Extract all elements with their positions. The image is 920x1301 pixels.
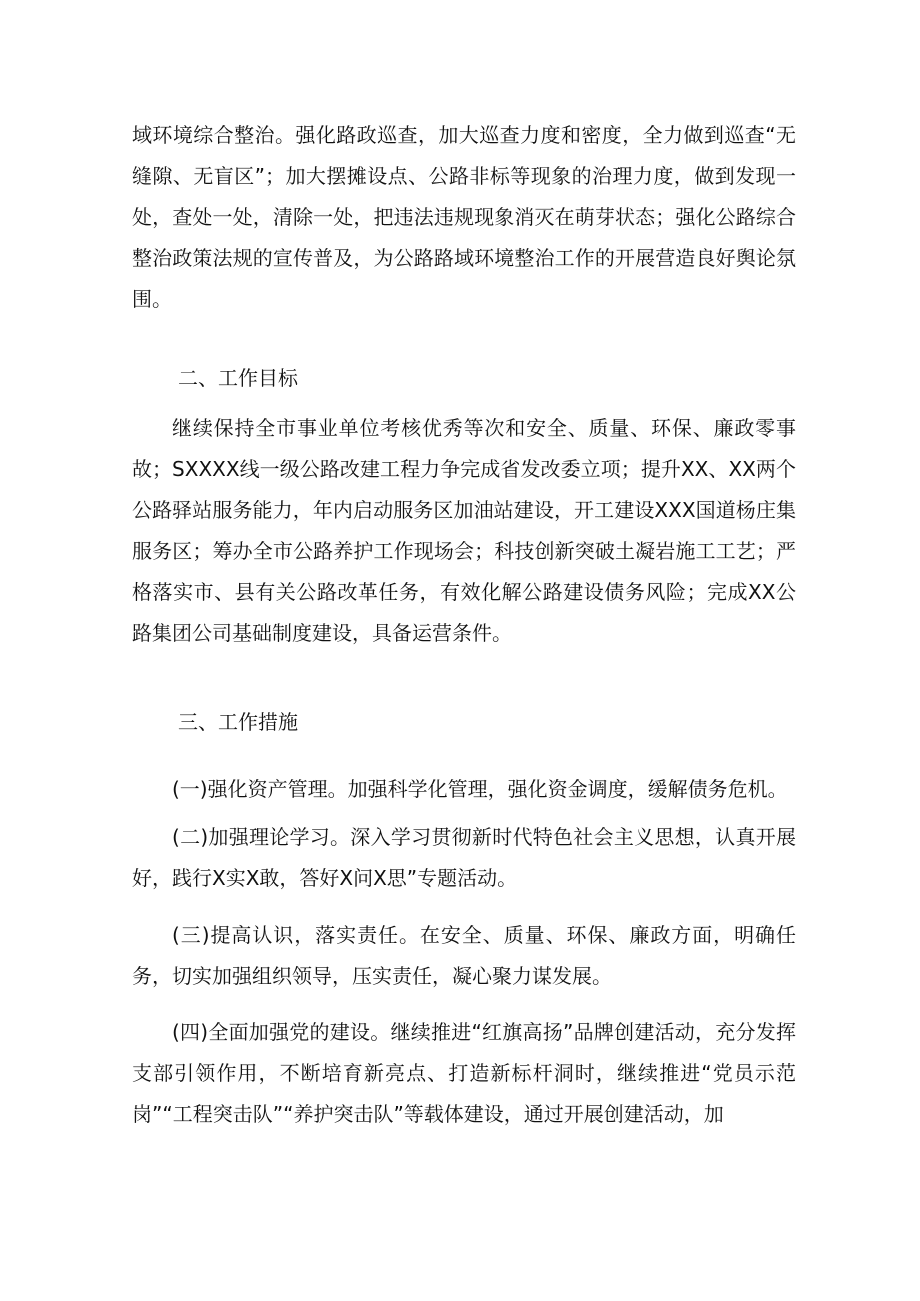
paragraph-environment-continuation: 域环境综合整治。强化路政巡查，加大巡查力度和密度，全力做到巡查“无缝隙、无盲区”；加大摆摊设点、公路非标等现象的治理力度，做到发现一处，查处一处，清除一处，把违法违规现象消灭在萌芽状态；强化公路综合整治政策法规的宣传普及，为公路路域环境整治工作的开展营造良好舆论氛围。 — [132, 123, 796, 311]
paragraph-work-goals: 继续保持全市事业单位考核优秀等次和安全、质量、环保、廉政零事故；SXXXX线一级公路改建工程力争完成省发改委立项；提升XX、XX两个公路驿站服务能力，年内启动服务区加油站建设，开工建设XXX国道杨庄集服务区；筹办全市公路养护工作现场会；科技创新突破土凝岩施工工艺；严格落实市、县有关公路改革任务，有效化解公路建设债务风险；完成XX公路集团公司基础制度建设，具备运营条件。 — [132, 416, 796, 645]
measure-item-4: (四)全面加强党的建设。继续推进“红旗高扬”品牌创建活动，充分发挥支部引领作用，不断培育新亮点、打造新标杆洞时，继续推进“党员示范岗”“工程突击队”“养护突击队”等载体建设，通过开展创建活动，加 — [132, 1020, 796, 1126]
section-heading-work-goals: 二、工作目标 — [178, 366, 298, 390]
measure-item-2: (二)加强理论学习。深入学习贯彻新时代特色社会主义思想，认真开展好，践行X实X敢，答好X问X思”专题活动。 — [132, 825, 796, 890]
measure-item-3: (三)提高认识，落实责任。在安全、质量、环保、廉政方面，明确任务，切实加强组织领导，压实责任，凝心聚力谋发展。 — [132, 923, 796, 988]
measure-item-1: (一)强化资产管理。加强科学化管理，强化资金调度，缓解债务危机。 — [172, 777, 788, 801]
section-heading-work-measures: 三、工作措施 — [178, 710, 298, 734]
